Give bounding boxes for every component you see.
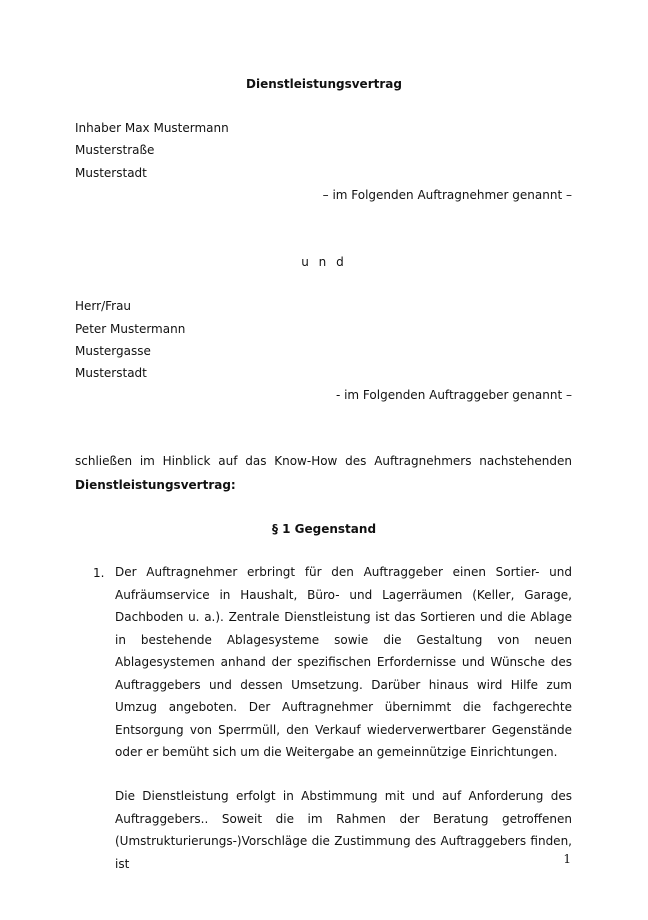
- list-item-number: 1.: [93, 566, 105, 580]
- client-street: Mustergasse: [75, 344, 151, 358]
- item1-paragraph-1: Der Auftragnehmer erbringt für den Auftraggeber einen Sortier- und Aufräumservice in Haushalt, Büro- und Lagerräumen (Keller, Garage, Dachboden u. a.). Zentrale Dienstleistung ist das Sortieren und die Ablage in bestehende Ablagesysteme sowie die Gestaltung von neuen Ablagesystemen anhand der spezifischen Erfordernisse und Wünsche des Auftraggebers und dessen Umsetzung. Darüber hinaus wird Hilfe zum Umzug angeboten. Der Auftragnehmer übernimmt die fachgerechte Entsorgung von Sperrmüll, den Verkauf wiederverwertbarer Gegenstände oder er bemüht sich um die Weitergabe an gemeinnützige Einrichtungen.: [115, 565, 572, 759]
- intro-text: schließen im Hinblick auf das Know-How des Auftragnehmers nachstehenden: [75, 454, 572, 468]
- intro-contract-term: Dienstleistungsvertrag:: [75, 478, 236, 492]
- client-city: Musterstadt: [75, 366, 147, 380]
- contractor-name: Inhaber Max Mustermann: [75, 121, 229, 135]
- page-number: 1: [563, 852, 571, 866]
- contractor-city: Musterstadt: [75, 166, 147, 180]
- document-title: Dienstleistungsvertrag: [246, 77, 402, 91]
- section-heading: § 1 Gegenstand: [271, 522, 377, 536]
- client-name: Peter Mustermann: [75, 322, 186, 336]
- client-salutation: Herr/Frau: [75, 299, 132, 313]
- client-designation: - im Folgenden Auftraggeber genannt –: [335, 388, 572, 402]
- contractor-designation: – im Folgenden Auftragnehmer genannt –: [322, 188, 572, 202]
- contractor-street: Musterstraße: [75, 143, 155, 157]
- connector-und: u n d: [301, 255, 347, 269]
- item1-paragraph-2: Die Dienstleistung erfolgt in Abstimmung mit und auf Anforderung des Auftraggebers.. Soweit die im Rahmen der Beratung getroffenen (Umstrukturierungs-)Vorschläge die Zustimmung des Auftraggebers finden, ist: [115, 789, 572, 871]
